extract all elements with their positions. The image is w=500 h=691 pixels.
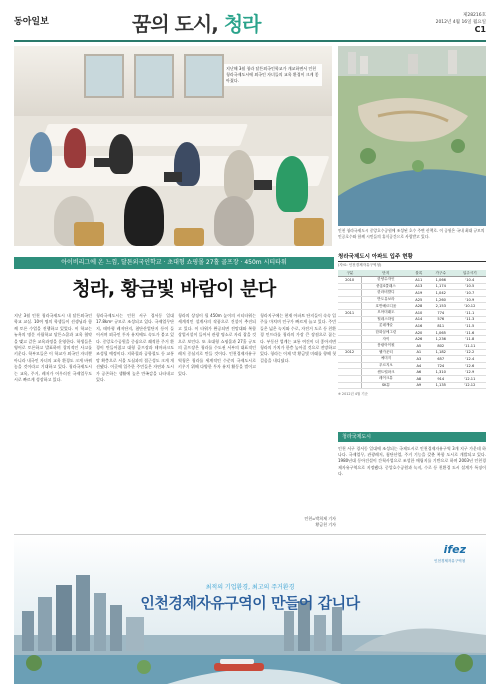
table-cell: '10.9 (453, 296, 486, 303)
table-cell: 웰카운티 (362, 349, 410, 356)
table-cell: 푸르지오 (362, 362, 410, 369)
table-cell: 센트럴파크 (362, 369, 410, 376)
table-cell: 802 (428, 342, 453, 349)
table-row (338, 375, 486, 382)
table-cell: 2010 (338, 277, 362, 284)
table-cell: A5 (410, 342, 429, 349)
issue-number: 제28216호 (462, 13, 486, 18)
table-header-cell: 입주시기 (453, 270, 486, 277)
table-cell: A16 (410, 323, 429, 330)
table-cell: 예미지 (362, 356, 410, 363)
table-cell: A13 (410, 283, 429, 290)
table-cell: '10.5 (453, 283, 486, 290)
table-cell (338, 283, 362, 290)
table-cell: A10 (410, 309, 429, 316)
table-cell: 1,066 (428, 277, 453, 284)
table-cell: 657 (428, 356, 453, 363)
byline: 인천=박희제 기자 황금천 기자 (304, 516, 336, 527)
main-headline: 청라, 황금빛 바람이 분다 (72, 278, 276, 300)
section-title-prefix: 꿈의 도시, (132, 12, 224, 36)
table-cell: 풍림아이원 (362, 342, 410, 349)
table-cell: '10.12 (453, 303, 486, 310)
table-cell: A25 (410, 296, 429, 303)
page-number: C1 (474, 25, 486, 34)
article-column-1: 지난 3월 인천 청라국제도시 내 달튼외국인학교 교실. 10여 명의 학생들이 선생님과 함께 토론 수업을 진행하고 있었다. 이 학교는 뉴욕의 명문 사립학교 달튼스쿨과 교육 협약을 맺고 같은 교육과정을 운영한다. 학생들은 영어로 토론하고 발표하며 창의적인 사고를 키운다. 학부모들은 이 학교가 외국인 자녀뿐 아니라 내국인 자녀의 교육 환경도 크게 바꿔 놓을 것이라고 기대하고 있다. 청라국제도시는 교육, 주거, 레저가 어우러진 국제업무도시로 빠르게 성장하고 있다. (14, 313, 92, 383)
table-cell: '11.8 (453, 336, 486, 343)
table-cell (338, 342, 362, 349)
apartment-table-box (338, 252, 486, 428)
table-cell: 중흥S클래스 (362, 283, 410, 290)
newspaper-logo: 동아일보 (14, 17, 49, 27)
table-cell (338, 303, 362, 310)
table-cell: '11.11 (453, 342, 486, 349)
table-row (338, 382, 486, 389)
table-cell: A14 (410, 316, 429, 323)
table-header-cell: 블록 (410, 270, 429, 277)
table-cell: 1,065 (428, 329, 453, 336)
table-note: ※ 2012년 4월 기준 (338, 392, 368, 397)
table-cell: 774 (428, 309, 453, 316)
table-cell: 모아미래도 (362, 309, 410, 316)
table-cell: 1,260 (428, 296, 453, 303)
table-cell: '12.9 (453, 369, 486, 376)
table-cell: '11.5 (453, 323, 486, 330)
ad-headline: 인천경제자유구역이 만들어 갑니다 (140, 594, 360, 612)
table-cell: '10.7 (453, 290, 486, 297)
article-column-4: 청라지구에는 현재 아파트 단지들이 속속 입주를 마치며 인구가 빠르게 늘고 있다. 주민들은 넓은 녹지와 수로, 자전거 도로 등 친환경 인프라를 청라의 가장 큰 장점으로 꼽는다. 부동산 업계는 교통 여건이 더 좋아지면 청라의 가치가 한층 높아질 것으로 전망하고 있다. 청라는 이제 막 황금빛 미래를 향해 첫걸음을 내디뎠다. (260, 313, 336, 363)
table-cell (338, 296, 362, 303)
table-cell: '11.3 (453, 316, 486, 323)
ad-tagline: 최적의 기업환경, 최고의 주거환경 (205, 584, 295, 591)
ifez-advertisement (14, 534, 486, 684)
table-cell: A3 (410, 356, 429, 363)
table-row (338, 336, 486, 343)
table-cell: '12.4 (453, 356, 486, 363)
table-cell: 1,182 (428, 349, 453, 356)
table-cell: A26 (410, 336, 429, 343)
table-row (338, 309, 486, 316)
glossary-text: 인천 서구 경서동 일대에 조성되는 국제도시로 인천경제자유구역 3개 지구 가운데 하나다. 국제업무, 관광레저, 첨단산업, 주거 기능을 갖춘 복합 도시로 개발되고 있다. 1980년대 동아건설이 간척사업으로 조성한 매립지를 기반으로 하며 2003년 인천경제자유구역으로 지정됐다. 중앙호수공원과 녹지, 수로 등 친환경 도시 설계가 특징이다. (338, 446, 486, 476)
table-cell: '12.2 (453, 349, 486, 356)
park-aerial-photo (338, 46, 486, 226)
table-row (338, 356, 486, 363)
table-cell: A11 (410, 277, 429, 284)
table-row (338, 283, 486, 290)
table-cell: 1,236 (428, 336, 453, 343)
table-cell (338, 323, 362, 330)
table-cell: 576 (428, 316, 453, 323)
masthead (14, 6, 486, 42)
table-cell (338, 362, 362, 369)
table-header-cell: 구분 (338, 270, 362, 277)
table-cell: 2012 (338, 349, 362, 356)
table-row (338, 296, 486, 303)
ifez-logo: ifez (443, 543, 466, 556)
article-column-3: 청라의 상징이 될 450m 높이의 시티타워는 세계적인 설계사의 작품으로 건설이 추진되고 있다. 이 타워가 완공되면 전망대와 복합 상업시설이 들어서 관광 명소로 자리 잡을 것으로 보인다. 또 초대형 쇼핑몰과 27홀 규모의 골프장은 청라를 수도권 서부의 대표적인 레저 중심지로 만들 것이다. 인천경제자유구역청은 청라를 세계적인 수준의 국제도시로 키우기 위해 다양한 투자 유치 활동을 벌이고 있다. (178, 313, 256, 376)
table-cell: A9 (410, 382, 429, 389)
table-cell: '11.6 (453, 329, 486, 336)
table-cell (338, 382, 362, 389)
table-cell: 1,042 (428, 290, 453, 297)
table-title: 청라국제도시 아파트 입주 현황 (338, 252, 486, 262)
table-cell: '12.11 (453, 375, 486, 382)
table-cell: 호반베르디움 (362, 303, 410, 310)
table-cell: A8 (410, 375, 429, 382)
table-cell: 한라비발디 (362, 290, 410, 297)
apartment-table (338, 270, 486, 389)
table-cell: A19 (410, 290, 429, 297)
table-cell: 724 (428, 362, 453, 369)
table-row (338, 362, 486, 369)
table-cell: '10.4 (453, 277, 486, 284)
table-cell: A4 (410, 362, 429, 369)
table-cell: A28 (410, 303, 429, 310)
table-cell: 1,135 (428, 382, 453, 389)
table-cell: A6 (410, 369, 429, 376)
table-cell (338, 369, 362, 376)
side-photo-caption: 인천 청라국제도시 중앙호수공원에 조성된 호수 주변 산책로. 이 공원은 국내 최대 규모의 인공호수와 함께 시민들의 휴식공간으로 사랑받고 있다. (338, 228, 485, 239)
table-cell (338, 316, 362, 323)
table-row (338, 290, 486, 297)
table-header-cell: 단지 (362, 270, 410, 277)
table-cell: '12.6 (453, 362, 486, 369)
table-row (338, 369, 486, 376)
table-source: (자료: 인천경제자유구역청) (338, 263, 382, 267)
table-row (338, 316, 486, 323)
table-cell: 자이 (362, 336, 410, 343)
table-cell: A1 (410, 349, 429, 356)
table-cell: '11.1 (453, 309, 486, 316)
table-cell: 반도유보라 (362, 296, 410, 303)
photo-caption: 지난해 3월 청라 달튼외국인학교가 개교하면서 인천 청라국제도시에 외국인 자녀들의 교육 환경이 크게 좋아졌다. (224, 64, 322, 86)
glossary-title: 청라국제도시 (338, 432, 486, 442)
issue-meta (436, 12, 486, 33)
table-cell: 한화꿈에그린 (362, 329, 410, 336)
table-header-cell: 가구수 (428, 270, 453, 277)
section-title (132, 8, 260, 37)
table-cell: 한양수자인 (362, 277, 410, 284)
table-cell: '12.12 (453, 382, 486, 389)
table-cell: 1,174 (428, 283, 453, 290)
issue-date: 2012년 4월 16일 월요일 (435, 20, 486, 25)
table-cell: 롯데캐슬 (362, 323, 410, 330)
table-row (338, 277, 486, 284)
table-cell (338, 375, 362, 382)
table-cell: 1,310 (428, 369, 453, 376)
section-title-accent: 청라 (223, 12, 261, 36)
table-cell (338, 329, 362, 336)
table-cell (338, 336, 362, 343)
table-row (338, 323, 486, 330)
table-cell: 811 (428, 323, 453, 330)
ifez-logo-subtitle: 인천경제자유구역청 (434, 559, 466, 563)
article-column-2: 청라국제도시는 인천 서구 경서동 일대 17.8km² 규모로 조성되고 있다. 국제업무단지, 테마형 레저단지, 첨단산업단지 등이 들어서며 외국인 투자 유치에도 속도가 붙고 있다. 중앙호수공원을 중심으로 쾌적한 주거 환경이 만들어졌고 대형 골프장과 테마파크도 조성될 예정이다. 지하철과 공항철도 등 교통망 확충으로 서울 도심과의 접근성도 크게 개선됐다. 이곳에 입주한 주민들은 자연과 도시가 공존하는 생활에 높은 만족감을 나타내고 있다. (96, 313, 174, 383)
table-cell: 레이크뷰 (362, 375, 410, 382)
table-cell: 힐데스하임 (362, 316, 410, 323)
table-cell: 2,153 (428, 303, 453, 310)
table-cell (338, 290, 362, 297)
table-cell: SK뷰 (362, 382, 410, 389)
table-row (338, 342, 486, 349)
table-cell: A20 (410, 329, 429, 336)
table-row (338, 303, 486, 310)
table-cell: 2011 (338, 309, 362, 316)
table-cell: 914 (428, 375, 453, 382)
table-row (338, 349, 486, 356)
table-row (338, 329, 486, 336)
table-cell (338, 356, 362, 363)
headline-banner: 아이비리그에 온 느낌, 달튼외국인학교 · 초대형 쇼핑몰 27홀 골프장 · 450m 시티타워 (14, 257, 334, 269)
